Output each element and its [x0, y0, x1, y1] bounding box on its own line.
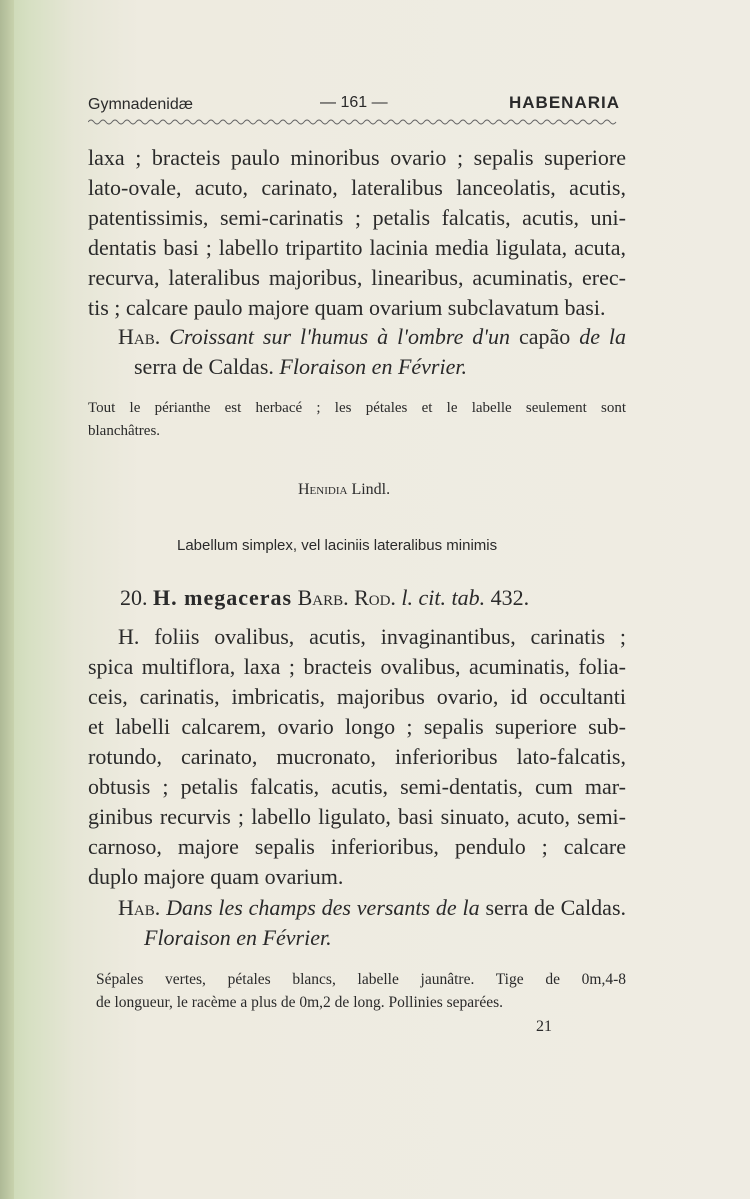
entry-description-line: H. foliis ovalibus, acutis, invaginantibus, carinatis ;	[118, 624, 626, 649]
habitat-block-1	[118, 322, 626, 382]
description-line: recurva, lateralibus majoribus, linearibus, acuminatis, erec-	[88, 265, 626, 290]
habitat-label: Hab.	[118, 895, 161, 920]
habitat-line	[118, 923, 626, 953]
entry-description-line: rotundo, carinato, mucronato, inferioribus lato-falcatis,	[88, 744, 626, 769]
habitat-line	[118, 893, 626, 923]
entry-description-line: obtusis ; petalis falcatis, acutis, semi-dentatis, cum mar-	[88, 774, 626, 799]
reference-plate: 432.	[490, 585, 530, 610]
note-1	[88, 397, 626, 443]
description-line: tis ; calcare paulo majore quam ovarium subclavatum basi.	[88, 295, 606, 320]
note-line: blanchâtres.	[88, 423, 161, 439]
species-name: H. megaceras	[153, 585, 293, 610]
habitat-label: Hab.	[118, 324, 161, 349]
section-description: Labellum simplex, vel laciniis lateralibus minimis	[177, 537, 498, 554]
running-header	[88, 92, 620, 114]
facing-page-edge	[0, 0, 14, 1199]
note-line: Tout le périanthe est herbacé ; les pétales et le labelle seulement sont	[88, 400, 626, 416]
habitat-text: serra de Caldas.	[485, 895, 627, 920]
species-description	[88, 143, 626, 323]
entry-description-line: ginibus recurvis ; labello ligulato, basi sinuato, acuto, semi-	[88, 804, 626, 829]
species-entry-title	[120, 585, 529, 611]
header-genus: HABENARIA	[509, 93, 620, 112]
header-family: Gymnadenidæ	[88, 96, 193, 113]
flowering-text: Floraison en Février.	[279, 354, 467, 379]
entry-description-line: carnoso, majore sepalis inferioribus, pendulo ; calcare	[88, 834, 626, 859]
habitat-text-italic: Dans les champs des versants de la	[166, 895, 480, 920]
habitat-text-italic: de la	[579, 324, 627, 349]
note-line: de longueur, le racème a plus de 0m,2 de long. Pollinies separées.	[96, 994, 503, 1011]
section-author: Lindl.	[351, 481, 391, 498]
habitat-text: serra de Caldas.	[134, 354, 274, 379]
flowering-text: Floraison en Février.	[144, 925, 332, 950]
entry-description-line: spica multiflora, laxa ; bracteis ovalibus, acuminatis, folia-	[88, 654, 626, 679]
description-line: patentissimis, semi-carinatis ; petalis falcatis, acutis, uni-	[88, 205, 626, 230]
description-line: dentatis basi ; labello tripartito lacinia media ligulata, acuta,	[88, 235, 626, 260]
entry-description-line: duplo majore quam ovarium.	[88, 864, 344, 889]
page-number: — 161 —	[320, 94, 388, 111]
species-entry-description	[88, 622, 626, 892]
section-name: Henidia	[298, 481, 348, 498]
reference-text: l. cit. tab.	[401, 585, 486, 610]
entry-number: 20.	[120, 585, 148, 610]
habitat-text-italic: Croissant sur l'humus à l'ombre d'un	[169, 324, 510, 349]
habitat-text: capão	[518, 324, 571, 349]
signature-mark: 21	[536, 1018, 552, 1035]
entry-description-line: ceis, carinatis, imbricatis, majoribus ovario, id occultanti	[88, 684, 626, 709]
section-heading	[298, 478, 390, 501]
note-line: Sépales vertes, pétales blancs, labelle jaunâtre. Tige de 0m,4-8	[96, 971, 626, 988]
species-author: Barb. Rod.	[297, 585, 396, 610]
note-2	[96, 968, 626, 1014]
entry-description-line: et labelli calcarem, ovario longo ; sepalis superiore sub-	[88, 714, 626, 739]
habitat-line	[118, 322, 626, 352]
habitat-block-2	[118, 893, 626, 953]
header-wavy-rule	[88, 116, 620, 128]
description-line: lato-ovale, acuto, carinato, lateralibus lanceolatis, acutis,	[88, 175, 626, 200]
description-line: laxa ; bracteis paulo minoribus ovario ; sepalis superiore	[88, 145, 626, 170]
habitat-line	[118, 352, 626, 382]
